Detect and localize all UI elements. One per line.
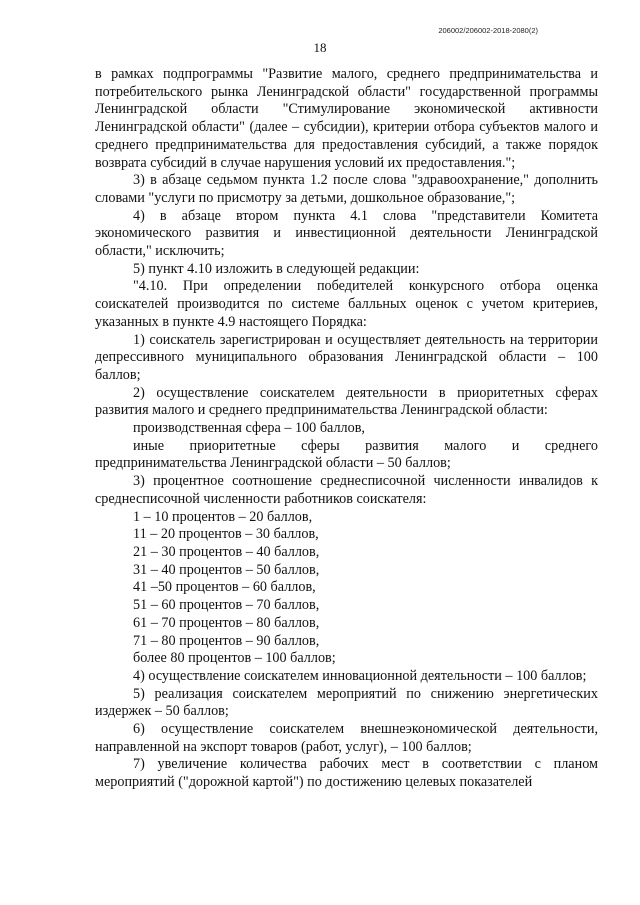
paragraph: 3) в абзаце седьмом пункта 1.2 после слова "здравоохранение," дополнить словами "услуги по присмотру за детьми, дошкольное образование,"; — [95, 172, 598, 206]
paragraph: 4) осуществление соискателем инновационной деятельности – 100 баллов; — [133, 667, 587, 684]
paragraph: 7) увеличение количества рабочих мест в соответствии с планом мероприятий ("дорожной картой") по достижению целевых показателей — [95, 756, 598, 791]
list-item: 31 – 40 процентов – 50 баллов, — [133, 561, 320, 578]
list-item: 51 – 60 процентов – 70 баллов, — [133, 597, 320, 614]
list-item: 21 – 30 процентов – 40 баллов, — [133, 543, 320, 560]
list-item: 71 – 80 процентов – 90 баллов, — [133, 632, 320, 649]
paragraph: производственная сфера – 100 баллов, — [133, 420, 365, 437]
document-id: 206002/206002-2018-2080(2) — [438, 26, 538, 35]
paragraph: 3) процентное соотношение среднесписочной численности инвалидов к среднесписочной численности работников соискателя: — [95, 473, 598, 507]
document-body — [95, 66, 598, 792]
paragraph: 5) пункт 4.10 изложить в следующей редакции: — [133, 260, 420, 277]
paragraph: 1) соискатель зарегистрирован и осуществляет деятельность на территории депрессивного муниципального образования Ленинградской области – 100 баллов; — [95, 331, 598, 383]
paragraph: 4) в абзаце втором пункта 4.1 слова "представители Комитета экономического развития и инвестиционной деятельности Ленинградской области," исключить; — [95, 207, 598, 260]
list-item: 61 – 70 процентов – 80 баллов, — [133, 614, 320, 631]
page-number: 18 — [313, 40, 327, 55]
paragraph: 5) реализация соискателем мероприятий по снижению энергетических издержек – 50 баллов; — [95, 685, 598, 720]
paragraph: в рамках подпрограммы "Развитие малого, среднего предпринимательства и потребительского рынка Ленинградской области" государственной программы Ленинградской области "Стимулирование экономической активности Ленинградской области" (далее – субсидии), критерии отбора субъектов малого и среднего предпринимательства для предоставления субсидий, а также порядок возврата субсидий в случае нарушения условий их предоставления."; — [95, 66, 598, 171]
list-item: 1 – 10 процентов – 20 баллов, — [133, 508, 313, 525]
list-item: 11 – 20 процентов – 30 баллов, — [133, 526, 319, 543]
paragraph: 2) осуществление соискателем деятельности в приоритетных сферах развития малого и среднего предпринимательства Ленинградской области: — [95, 384, 598, 419]
list-item: 41 –50 процентов – 60 баллов, — [133, 579, 316, 596]
paragraph: "4.10. При определении победителей конкурсного отбора оценка соискателей производится по системе балльных оценок с учетом критериев, указанных в пункте 4.9 настоящего Порядка: — [95, 278, 598, 330]
paragraph: 6) осуществление соискателем внешнеэкономической деятельности, направленной на экспорт товаров (работ, услуг), – 100 баллов; — [95, 721, 598, 755]
list-item: более 80 процентов – 100 баллов; — [133, 650, 336, 667]
paragraph: иные приоритетные сферы развития малого и среднего предпринимательства Ленинградской области – 50 баллов; — [95, 437, 598, 472]
